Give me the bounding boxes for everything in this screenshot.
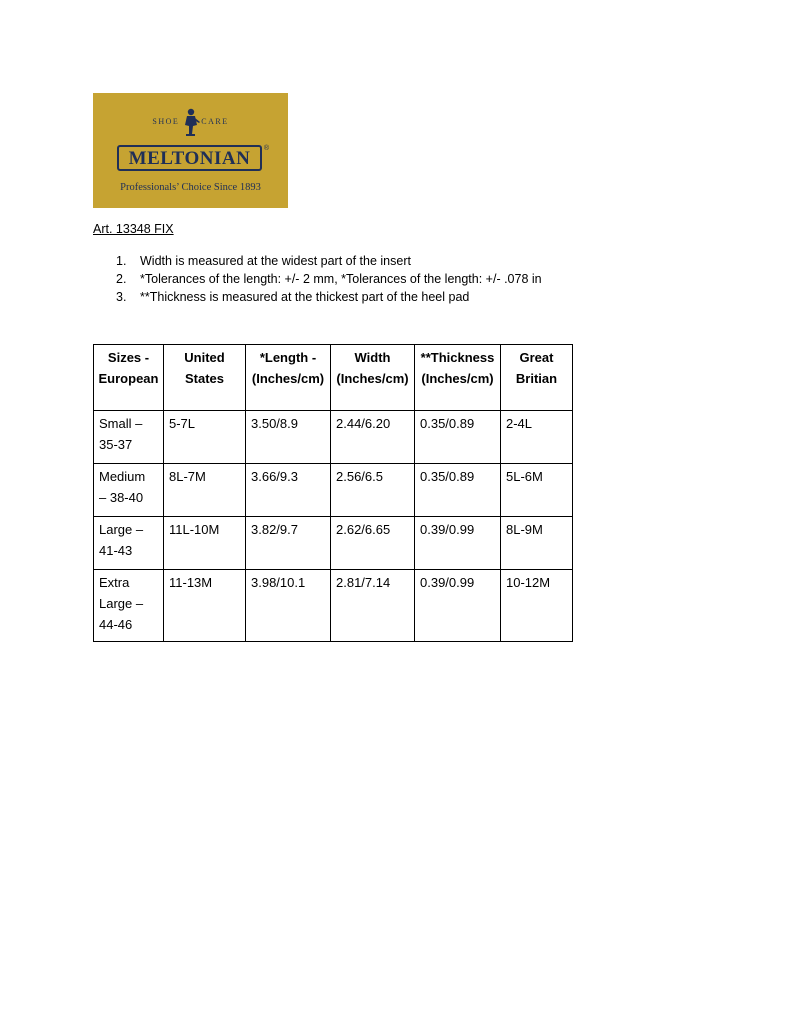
table-row [94, 517, 573, 570]
cell-us: 8L-7M [164, 464, 246, 517]
cell-size: Large – 41-43 [94, 517, 164, 570]
note-number: 3. [116, 290, 127, 304]
registered-mark: ® [263, 145, 269, 152]
cell-us: 5-7L [164, 411, 246, 464]
note-text: **Thickness is measured at the thickest part of the heel pad [140, 290, 470, 304]
note-item [116, 252, 542, 270]
cell-width: 2.56/6.5 [331, 464, 415, 517]
cell-thickness: 0.39/0.99 [415, 517, 501, 570]
logo-wordmark: MELTONIAN [128, 148, 251, 169]
article-title: Art. 13348 FIX [93, 222, 174, 236]
logo-shoe-word: SHOE [152, 117, 180, 126]
note-text: Width is measured at the widest part of the insert [140, 254, 411, 268]
table-row [94, 411, 573, 464]
header-length: *Length - (Inches/cm) [246, 345, 331, 411]
header-thickness: **Thickness (Inches/cm) [415, 345, 501, 411]
cell-length: 3.82/9.7 [246, 517, 331, 570]
cell-thickness: 0.35/0.89 [415, 411, 501, 464]
table-row [94, 464, 573, 517]
header-sizes-european: Sizes - European [94, 345, 164, 411]
header-width: Width (Inches/cm) [331, 345, 415, 411]
cell-thickness: 0.35/0.89 [415, 464, 501, 517]
cell-gb: 2-4L [501, 411, 573, 464]
cell-size: Medium – 38-40 [94, 464, 164, 517]
cell-width: 2.44/6.20 [331, 411, 415, 464]
size-chart-table [93, 344, 573, 642]
cell-width: 2.62/6.65 [331, 517, 415, 570]
cell-gb: 10-12M [501, 570, 573, 642]
cell-length: 3.50/8.9 [246, 411, 331, 464]
header-united-states: United States [164, 345, 246, 411]
note-number: 2. [116, 272, 127, 286]
note-number: 1. [116, 254, 127, 268]
table-row [94, 570, 573, 642]
header-great-britain: Great Britian [501, 345, 573, 411]
cell-length: 3.98/10.1 [246, 570, 331, 642]
note-item [116, 270, 542, 288]
cell-thickness: 0.39/0.99 [415, 570, 501, 642]
logo-care-word: CARE [201, 117, 229, 126]
cell-gb: 8L-9M [501, 517, 573, 570]
note-item [116, 288, 542, 306]
cell-size: Extra Large – 44-46 [94, 570, 164, 642]
logo-tagline: Professionals’ Choice Since 1893 [120, 182, 261, 193]
cell-size: Small – 35-37 [94, 411, 164, 464]
logo-wordmark-frame [117, 145, 269, 171]
cell-width: 2.81/7.14 [331, 570, 415, 642]
note-text: *Tolerances of the length: +/- 2 mm, *Tolerances of the length: +/- .078 in [140, 272, 542, 286]
notes-list [116, 252, 542, 306]
table-header-row [94, 345, 573, 411]
cell-length: 3.66/9.3 [246, 464, 331, 517]
shoeshine-figure-icon [179, 107, 203, 137]
cell-gb: 5L-6M [501, 464, 573, 517]
brand-logo [93, 93, 288, 208]
cell-us: 11L-10M [164, 517, 246, 570]
cell-us: 11-13M [164, 570, 246, 642]
